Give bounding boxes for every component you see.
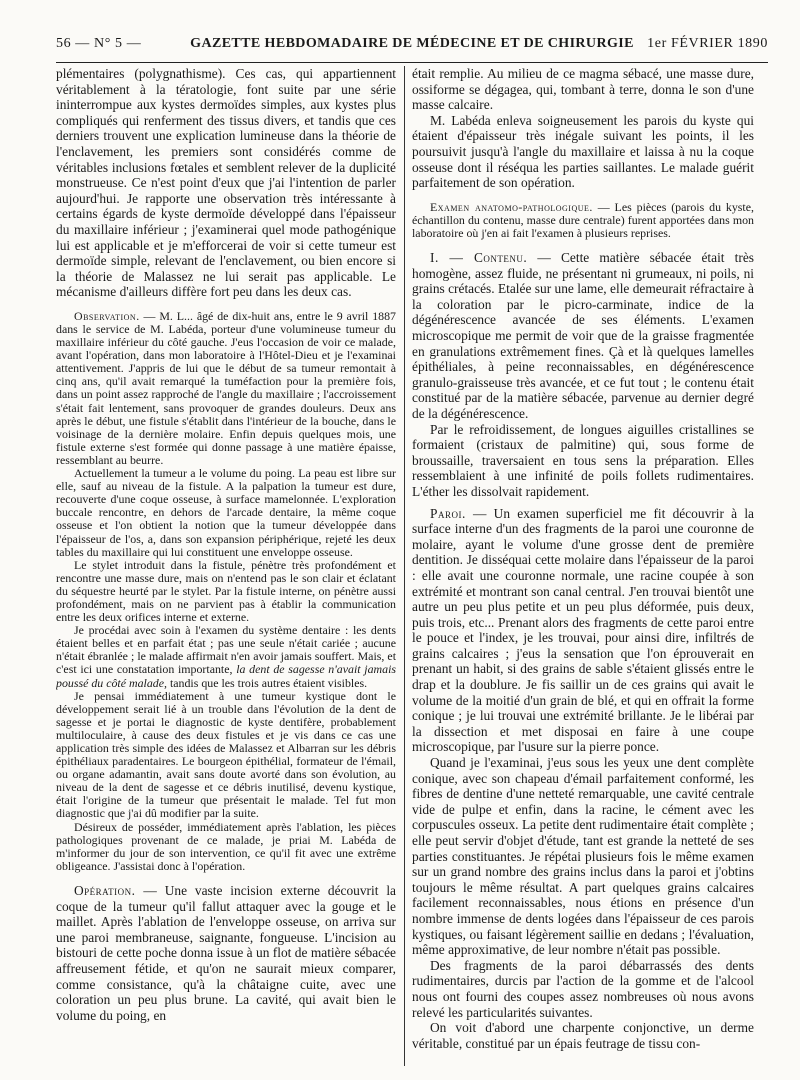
paragraph: Par le refroidissement, de longues aiguilles cristallines se formaient (cristaux de palmitine) qui, sous forme de broussaille, traversaient en tous sens la préparation. Elles ressemblaient à une infinité de poils follets rudimentaires. L'éther les dissolvait rapidement.: [412, 421, 754, 499]
paroi-label: Paroi.: [430, 505, 466, 521]
journal-title: GAZETTE HEBDOMADAIRE DE MÉDECINE ET DE CHIRURGIE: [190, 36, 634, 51]
running-header: [56, 34, 768, 56]
paragraph: On voit d'abord une charpente conjonctive, un derme véritable, constitué par un épais feutrage de tissu con-: [412, 1020, 754, 1051]
header-rule: [56, 62, 768, 63]
exam-paragraph: Examen anatomo-pathologique. — Les pièces (parois du kyste, échantillon du contenu, masse dure centrale) furent apportées dans mon laboratoire où j'en ai fait l'examen à plusieurs reprises.: [412, 199, 754, 240]
operation-label: Opération.: [74, 882, 136, 898]
paroi-paragraph: Paroi. — Un examen superficiel me fit découvrir à la surface interne d'un des fragments de la paroi une couronne de molaire, ayant le volume d'une grosse dent de première dentition. Je disséquai cette molaire dans l'épaisseur de la paroi : elle avait une couronne normale, une racine coupée à son extrémité et montrant son canal central. J'en trouvai bientôt une autre un peu plus petite et un peu plus déformée, puis deux, puis trois, etc... Prenant alors des fragments de cette paroi entre le pouce et l'index, je les trouvai, pour ainsi dire, infiltrés de grains calcaires ; j'eus la sensation que l'on éprouverait en prenant un habit, si des grains de sable s'étaient glissés entre le drap et la doublure. Je fis saillir un de ces grains qui avait le volume de la moitié d'un grain de blé, et qui en offrait la forme conique ; je lui trouvai une extrémité brillante. Je le libérai par la dissection et met disposai en faire à une coupe microscopique, par l'usure sur la pierre ponce.: [412, 505, 754, 755]
contenu-label: I. — Contenu.: [430, 250, 528, 266]
paragraph: était remplie. Au milieu de ce magma sébacé, une masse dure, ossiforme se dégagea, qui, tombant à terre, donna le son d'une masse calcaire.: [412, 66, 754, 113]
paragraph: Désireux de posséder, immédiatement après l'ablation, les pièces pathologiques provenant de ce malade, je priai M. Labéda de m'informer du jour de son intervention, ce qu'il fit avec une extrême obligeance. J'assistai donc à l'opération.: [56, 819, 396, 873]
paragraph: Actuellement la tumeur a le volume du poing. La peau est libre sur elle, sauf au niveau de la fistule. A la palpation la tumeur est dure, recouverte d'une coque osseuse, à surface mamelonnée. L'exploration buccale rencontre, en dehors de l'arcade dentaire, la même coque osseuse et l'on obtient la notion que la tumeur développée dans l'épaisseur de l'os, a, dans son expansion périphérique, rejeté les deux tables du maxillaire qui lui constituent une enveloppe osseuse.: [56, 466, 396, 559]
paragraph: Des fragments de la paroi débarrassés des dents rudimentaires, durcis par l'action de la gomme et de l'alcool nous ont fourni des coupes assez nombreuses où nous avons relevé les particularités suivantes.: [412, 957, 754, 1020]
paragraph: Quand je l'examinai, j'eus sous les yeux une dent complète conique, avec son chapeau d'émail parfaitement conformé, les fibres de dentine d'une netteté remarquable, une cavité centrale vide de pulpe et enfin, dans la racine, le cément avec les corpuscules osseux. La petite dent rudimentaire était complète ; elle peut servir d'objet d'étude, tant est grande la netteté de ses parties constituantes. Je répétai plusieurs fois le même examen sur un grand nombre des grains inclus dans la paroi et j'obtins toujours le même résultat. A part quelques grains calcaires facilement reconnaissables, nous étions en présence d'un nombre immense de dents logées dans l'épaisseur de ces parois kystiques, ou faisant légèrement saillie en dedans ; l'évaluation, même approximative, de leur nombre n'était pas possible.: [412, 755, 754, 958]
issue-date: 1er FÉVRIER 1890: [647, 36, 768, 51]
left-column: [56, 66, 396, 1070]
paragraph: M. Labéda enleva soigneusement les parois du kyste qui étaient d'épaisseur très inégale suivant les points, il les poursuivit jusqu'à l'angle du maxillaire et laissa à nu la coque osseuse dont il réséqua les parties saillantes. Le malade guérit parfaitement de son opération.: [412, 112, 754, 191]
paragraph: Je pensai immédiatement à une tumeur kystique dont le développement serait lié à un trouble dans l'évolution de la dent de sagesse et je portai le diagnostic de kyste dentifère, probablement multiloculaire, à cause des deux fistules et je vis dans ce cas une application très simple des idées de Malassez et Albarran sur les débris épithéliaux paradentaires. Le bourgeon épithélial, formateur de l'émail, ou organe adamantin, avait sans doute avorté dans son évolution, au niveau de la dent de sagesse et ce débris inutilisé, devenu kystique, était l'origine de la tumeur que présentait le malade. Tel fut mon diagnostic que j'ai dû modifier par la suite.: [56, 688, 396, 821]
paragraph: Je procédai avec soin à l'examen du système dentaire : les dents étaient belles et en parfait état ; pas une seule n'était cariée ; aucune n'était ébranlée ; le malade affirmait n'en avoir jamais souffert. Mais, et c'est ici une constatation importante, la dent de sagesse n'avait jamais poussé du côté malade, tandis que les trois autres étaient visibles.: [56, 623, 396, 690]
exam-label: Examen anatomo-pathologique.: [430, 199, 593, 214]
column-divider: [404, 66, 405, 1066]
page-number: 56 — N° 5 —: [56, 36, 142, 51]
contenu-paragraph: I. — Contenu. — Cette matière sébacée était très homogène, assez fluide, ne présentant ni grumeaux, ni poils, ni grains crétacés. Etalée sur une lame, elle demeurait réfractaire à la coloration par le picro-carminate, indice de la dégénérescence avancée de ses éléments. L'examen microscopique me permit de voir que de la graisse fragmentée en granulations extrêmement fines. Çà et là quelques lamelles épithéliales, à peine reconnaissables, en dégénérescence granulo-graisseuse très avancée, et ce fut tout ; le contenu était constitué par de la matière sébacée, parvenue au dernier degré de la dégénérescence.: [412, 250, 754, 421]
right-column: [412, 66, 754, 1070]
paragraph: Le stylet introduit dans la fistule, pénètre très profondément et rencontre une masse dure, mais on n'entend pas le son clair et éclatant du séquestre heurté par le stylet. Par la fistule interne, on pénètre aussi profondément, mais on ne parvient pas à établir la communication entre les deux orifices interne et externe.: [56, 557, 396, 625]
italic-emphasis: la dent de sagesse n'avait jamais poussé du côté malade,: [56, 662, 396, 690]
observation-label: Observation.: [74, 308, 140, 323]
observation-paragraph: Observation. — M. L... âgé de dix-huit ans, entre le 9 avril 1887 dans le service de M. Labéda, porteur d'une volumineuse tumeur du maxillaire inférieur du côté gauche. J'eus l'occasion de voir ce malade, avant l'opération, dans mon laboratoire à l'Hôtel-Dieu et je l'examinai attentivement. J'appris de lui que le début de sa tumeur remontait à cinq ans, qu'il avait remarqué la tuméfaction pour la première fois, dans un point assez rapproché de l'angle du maxillaire ; l'accroissement s'était fait lentement, sans provoquer de grandes douleurs. Deux ans après le début, une fistule s'établit dans l'intérieur de la bouche, dans le voisinage de la dernière molaire. Enfin depuis quelques mois, une fistule externe s'est formée qui donne passage à une matière épaisse, ressemblant au beurre.: [56, 308, 396, 467]
paragraph: plémentaires (polygnathisme). Ces cas, qui appartiennent véritablement à la tératologie, font suite par une série ininterrompue aux kystes dermoïdes simples, aux kystes plus compliqués qui renferment des tissus divers, et tandis que ces derniers trouvent une explication lumineuse dans la théorie de l'enclavement, les premiers sont considérés comme de véritables inclusions fœtales et semblent relever de la duplicité monstrueuse. Ce n'est point d'eux que j'ai l'intention de parler aujourd'hui. Je rapporte une observation très intéressante à certains égards de kyste dermoïde développé dans l'épaisseur du maxillaire inférieur ; j'examinerai quel mode pathogénique lui est applicable et je m'efforcerai de voir si cette tumeur est dermoïde simple, relevant de l'enclavement, ou bien encore si la théorie de Malassez ne lui serait pas applicable. Le mécanisme d'ailleurs diffère fort peu dans les deux cas.: [56, 66, 396, 300]
operation-paragraph: Opération. — Une vaste incision externe découvrit la coque de la tumeur qu'il fallut attaquer avec la gouge et le maillet. Après l'ablation de l'enveloppe osseuse, on arriva sur une paroi membraneuse, saignante, fongueuse. L'incision au bistouri de cette poche donna issue à un flot de matière sébacée affreusement fétide, et qu'on ne saurait mieux comparer, comme consistance, qu'à la châtaigne cuite, avec une coloration un peu plus brune. La cavité, qui avait bien le volume du poing, en: [56, 882, 396, 1023]
